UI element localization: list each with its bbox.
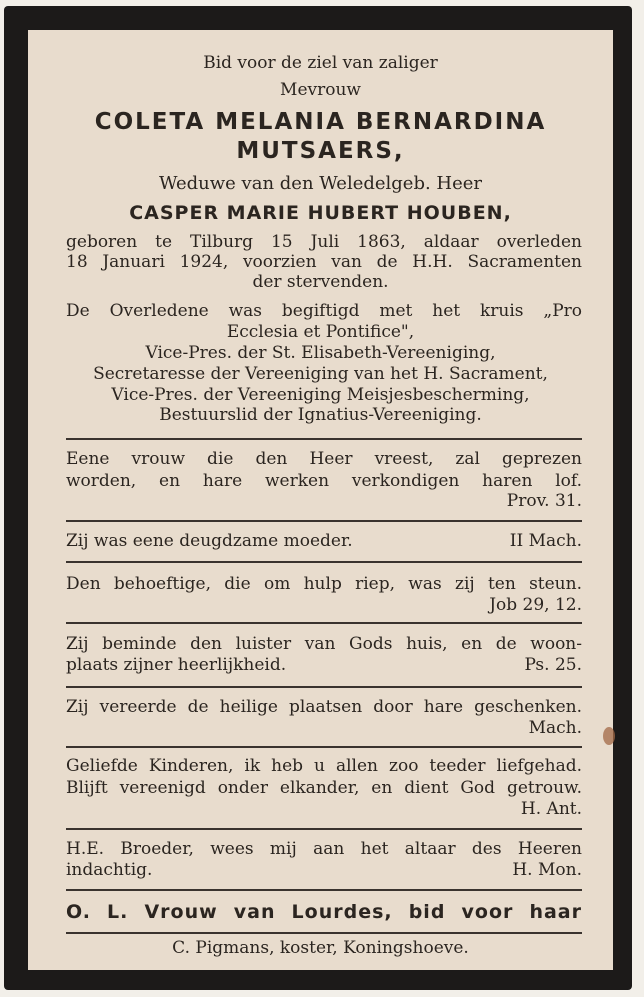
bio-line-1: geboren te Tilburg 15 Juli 1863, aldaar overleden [66,232,582,252]
quote-source: Job 29, 12. [489,595,582,615]
quote-line: worden, en hare werken verkondigen haren lof. [66,471,582,491]
honours-line-3: Vice-Pres. der St. Elisabeth-Vereeniging, [145,343,496,363]
quote-source: Prov. 31. [506,491,582,511]
divider [66,622,582,624]
memorial-card [4,6,632,990]
quote-line: indachtig. [66,860,153,880]
closing-prayer: O. L. Vrouw van Lourdes, bid voor haar [66,901,582,923]
quote-source: H. Mon. [512,860,582,880]
divider [66,932,582,934]
widow-line: Weduwe van den Weledelgeb. Heer [158,173,483,194]
quote-line: H.E. Broeder, wees mij aan het altaar des Heeren [66,839,582,859]
quote-line: plaats zijner heerlijkheid. [66,655,287,675]
quote-line: Geliefde Kinderen, ik heb u allen zoo teeder liefgehad. [66,756,582,776]
quote-line: Zij beminde den luister van Gods huis, en de woon- [66,634,582,654]
quote-line: Zij was eene deugdzame moeder. [66,531,353,551]
bio-line-3: der stervenden. [252,272,389,292]
honours-line-5: Vice-Pres. der Vereeniging Meisjesbescherming, [111,385,530,405]
honours-line-2: Ecclesia et Pontifice", [226,322,415,342]
honours-line-4: Secretaresse der Vereeniging van het H. Sacrament, [93,364,548,384]
card-paper [28,30,613,970]
honours-line-1: De Overledene was begiftigd met het kruis „Pro [66,301,582,321]
honours-line-6: Bestuurslid der Ignatius-Vereeniging. [159,405,482,425]
quote-source: Mach. [528,718,582,738]
quote-source: Ps. 25. [524,655,582,675]
divider [66,686,582,688]
quote-line: Eene vrouw die den Heer vreest, zal geprezen [66,449,582,469]
bio-line-2: 18 Januari 1924, voorzien van de H.H. Sacramenten [66,252,582,272]
deceased-name-surname: MUTSAERS, [236,138,405,164]
divider [66,746,582,748]
divider [66,520,582,522]
quote-line: Den behoeftige, die om hulp riep, was zij ten steun. [66,574,582,594]
paper-stain [603,727,615,745]
invocation-line: Bid voor de ziel van zaliger [203,53,438,73]
quote-source: H. Ant. [520,799,582,819]
divider [66,889,582,891]
printer-line: C. Pigmans, koster, Koningshoeve. [172,938,469,958]
divider [66,828,582,830]
husband-name: CASPER MARIE HUBERT HOUBEN, [129,202,512,224]
quote-line: Blijft vereenigd onder elkander, en dient God getrouw. [66,778,582,798]
quote-source: II Mach. [509,531,582,551]
divider [66,561,582,563]
quote-line: Zij vereerde de heilige plaatsen door hare geschenken. [66,697,582,717]
deceased-name-first: COLETA MELANIA BERNARDINA [94,109,547,135]
divider [66,438,582,440]
title-mevrouw: Mevrouw [280,80,361,100]
